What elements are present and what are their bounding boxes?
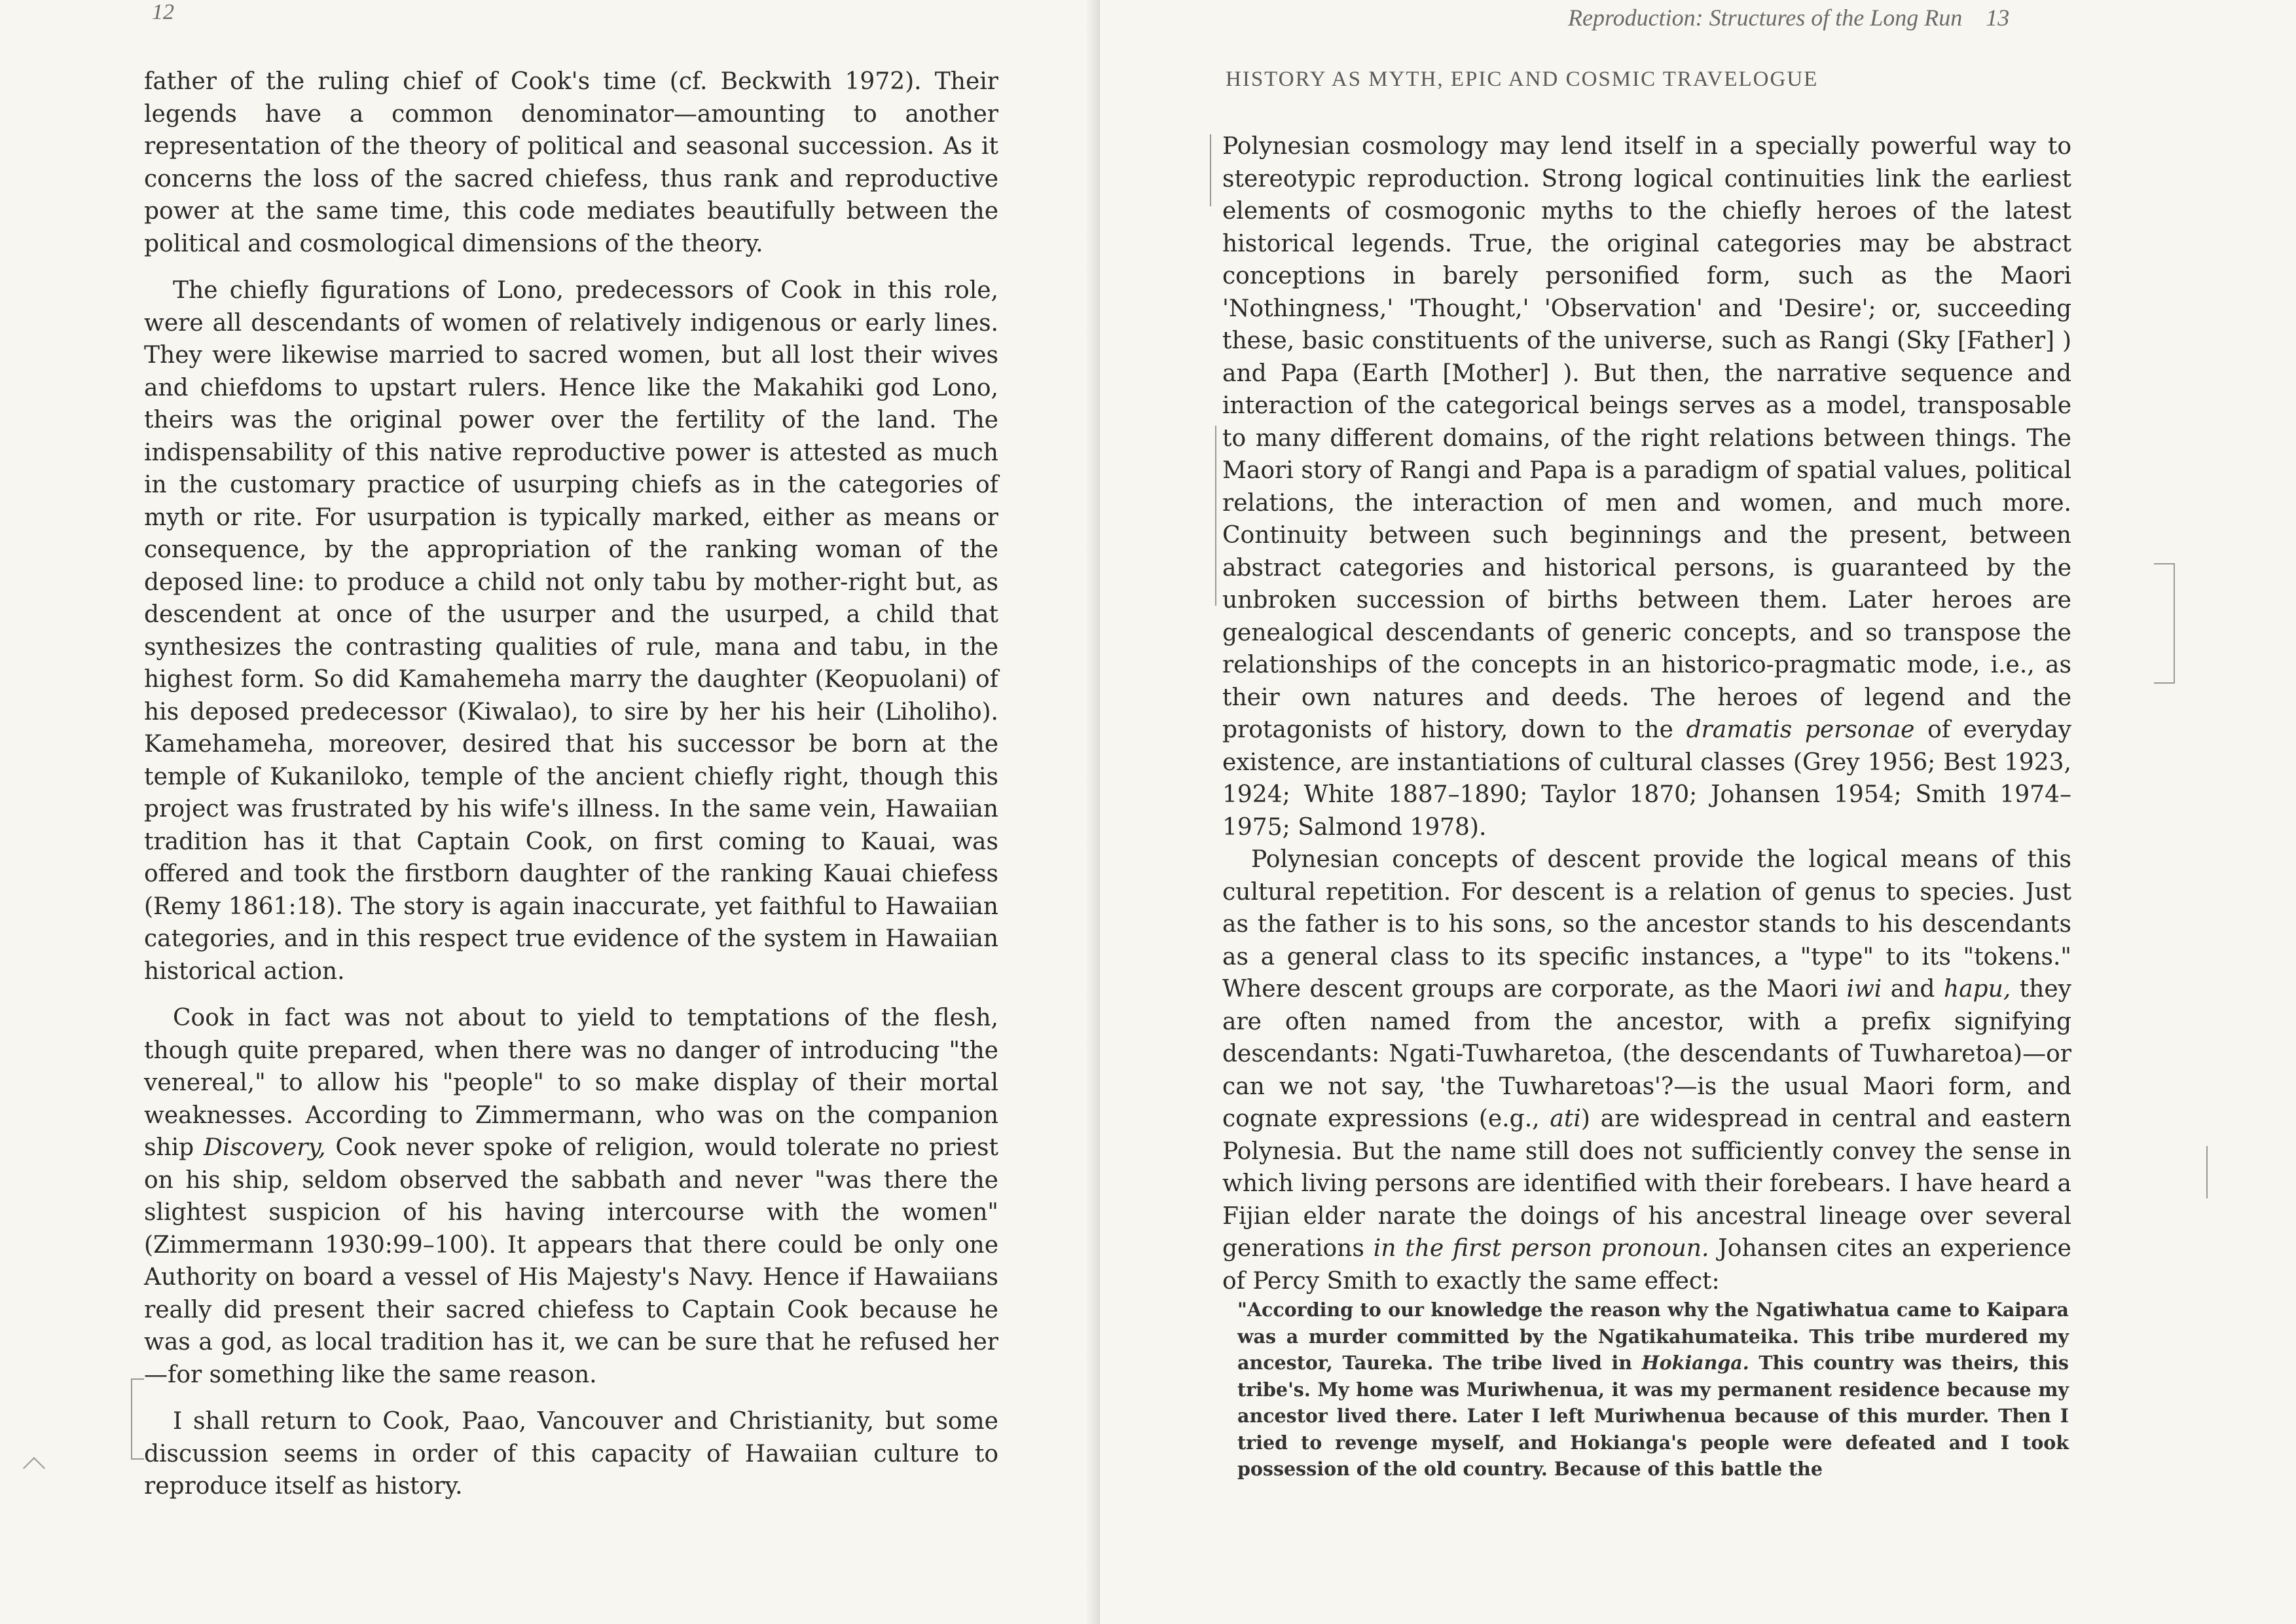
text-run: Polynesian cosmology may lend itself in a specially powerful way to stereotypic reproduction. Strong logical continuities link the earliest elements of cosmogonic myths to the chiefly heroes of the latest historical legends. True, the original categories may be abstract conceptions in barely personified form, such as the Maori 'Nothingness,' 'Thought,' 'Observation' and 'Desire'; or, succeeding these, basic constituents of the universe, such as Rangi (Sky [Father] ) and Papa (Earth [Mother] ). But then, the narrative sequence and interaction of the categorical beings serves as a model, transposable to many different domains, of the right relations between things. The Maori story of Rangi and Papa is a paradigm of spatial values, political relations, the interaction of men and women, and much more. Continuity between such beginnings and the present, between abstract categories and historical persons, is guaranteed by the unbroken succession of births between them. Later heroes are genealogical descendants of generic concepts, and so transpose the relationships of the concepts in an historico-pragmatic mode, i.e., as their own natures and deeds. The heroes of legend and the protagonists of history, down to the xyxy=(1222,133,2071,743)
italic-text-run: ati xyxy=(1550,1105,1581,1132)
paragraph xyxy=(1222,843,2071,1297)
italic-text-run: hapu, xyxy=(1943,976,2011,1003)
paragraph xyxy=(1222,130,2071,843)
italic-text-run: Discovery, xyxy=(204,1134,326,1161)
left-text-column xyxy=(144,65,998,1503)
italic-text-run: in the first person pronoun. xyxy=(1373,1235,1709,1262)
pencil-mark xyxy=(23,1457,45,1479)
pencil-bracket xyxy=(2154,563,2175,684)
text-run: they are often named from the ancestor, with a prefix signifying descendants: Ngati-Tuwharetoa, (the descendants of Tuwharetoa)—or can we not say, 'the Tuwharetoas'?—is the usual Maori form, and cognate expressions (e.g., xyxy=(1222,976,2071,1132)
italic-text-run: Hokianga. xyxy=(1641,1352,1749,1374)
running-head xyxy=(1568,4,2092,31)
left-page-number: 12 xyxy=(152,0,174,24)
pencil-bracket xyxy=(131,1378,144,1460)
pencil-bracket xyxy=(1215,426,1226,606)
paragraph xyxy=(144,1002,998,1391)
paragraph: father of the ruling chief of Cook's time (cf. Beckwith 1972). Their legends have a common denominator—amounting to another representation of the theory of political and seasonal succession. As it concerns the loss of the sacred chiefess, thus rank and reproductive power at the same time, this code mediates beautifully between the political and cosmological dimensions of the theory. xyxy=(144,68,998,257)
text-run: This country was theirs, this tribe's. My home was Muriwhenua, it was my permanent residence because my ancestor lived there. Later I left Muriwhenua because of this murder. Then I tried to revenge myself, and Hokianga's people were defeated and I took possession of the old country. Because of this battle the xyxy=(1237,1352,2069,1480)
quote-paragraph xyxy=(1237,1297,2069,1483)
text-run: Cook in fact was not about to yield to temptations of the flesh, though quite prepared, when there was no danger of introducing "the venereal," to allow his "people" to so make display of their mortal weaknesses. According to Zimmermann, who was on the companion ship xyxy=(144,1005,998,1161)
italic-text-run: dramatis personae xyxy=(1686,716,1915,743)
text-run: of everyday existence, are instantiations of cultural classes (Grey 1956; Best 1923, 1924; White 1887–1890; Taylor 1870; Johansen 1954; Smith 1974–1975; Salmond 1978). xyxy=(1222,716,2071,841)
left-page xyxy=(0,0,1100,1624)
right-text-column xyxy=(1222,130,2071,1297)
text-run: Cook never spoke of religion, would tolerate no priest on his ship, seldom observed the sabbath and never "was there the slightest suspicion of his having intercourse with the women" (Zimmermann 1930:99–100). It appears that there could be only one Authority on board a vessel of His Majesty's Navy. Hence if Hawaiians really did present their sacred chiefess to Captain Cook because he was a god, as local tradition has it, we can be sure that he refused her—for something like the same reason. xyxy=(144,1134,998,1388)
text-run: ) are widespread in central and eastern Polynesia. But the name still does not sufficiently convey the sense in which living persons are identified with their forebears. I have heard a Fijian elder narate the doings of his ancestral lineage over several generations xyxy=(1222,1105,2071,1262)
paragraph: I shall return to Cook, Paao, Vancouver and Christianity, but some discussion seems in order of this capacity of Hawaiian culture to reproduce itself as history. xyxy=(144,1408,998,1500)
italic-text-run: iwi xyxy=(1846,976,1882,1003)
pencil-bracket xyxy=(2200,1146,2208,1198)
pencil-bracket xyxy=(1210,134,1220,206)
text-run: "According to our knowledge the reason why the Ngatiwhatua came to Kaipara was a murder committed by the Ngatikahumateika. This tribe murdered my ancestor, Taureka. The tribe lived in xyxy=(1237,1299,2069,1374)
paragraph: The chiefly figurations of Lono, predecessors of Cook in this role, were all descendants of women of relatively indigenous or early lines. They were likewise married to sacred women, but all lost their wives and chiefdoms to upstart rulers. Hence like the Makahiki god Lono, theirs was the original power over the fertility of the land. The indispensability of this native reproductive power is attested as much in the customary practice of usurping chiefs as in the categories of myth or rite. For usurpation is typically marked, either as means or consequence, by the appropriation of the ranking woman of the deposed line: to produce a child not only tabu by mother-right but, as descendent at once of the usurper and the usurped, a child that synthesizes the contrasting qualities of rule, mana and tabu, in the highest form. So did Kamahemeha marry the daughter (Keopuolani) of his deposed predecessor (Kiwalao), to sire by her his heir (Liholiho). Kamehameha, moreover, desired that his successor be born at the temple of Kukaniloko, temple of the ancient chiefly right, though this project was frustrated by his wife's illness. In the same vein, Hawaiian tradition has it that Captain Cook, on first coming to Kauai, was offered and took the firstborn daughter of the ranking Kauai chiefess (Remy 1861:18). The story is again inaccurate, yet faithful to Hawaiian categories, and in this respect true evidence of the system in Hawaiian historical action. xyxy=(144,277,998,985)
right-page-number: 13 xyxy=(1986,5,2010,31)
text-run: Johansen cites an experience of Percy Smith to exactly the same effect: xyxy=(1222,1235,2071,1295)
text-run: Polynesian concepts of descent provide the logical means of this cultural repetition. For descent is a relation of genus to species. Just as the father is to his sons, so the ancestor stands to his descendants as a general class to its specific instances, a "type" to its "tokens." Where descent groups are corporate, as the Maori xyxy=(1222,846,2071,1003)
section-heading: HISTORY AS MYTH, EPIC AND COSMIC TRAVELOGUE xyxy=(1226,67,1819,91)
block-quote xyxy=(1237,1297,2069,1483)
text-run: and xyxy=(1882,976,1944,1003)
running-head-title: Reproduction: Structures of the Long Run xyxy=(1568,5,1963,31)
